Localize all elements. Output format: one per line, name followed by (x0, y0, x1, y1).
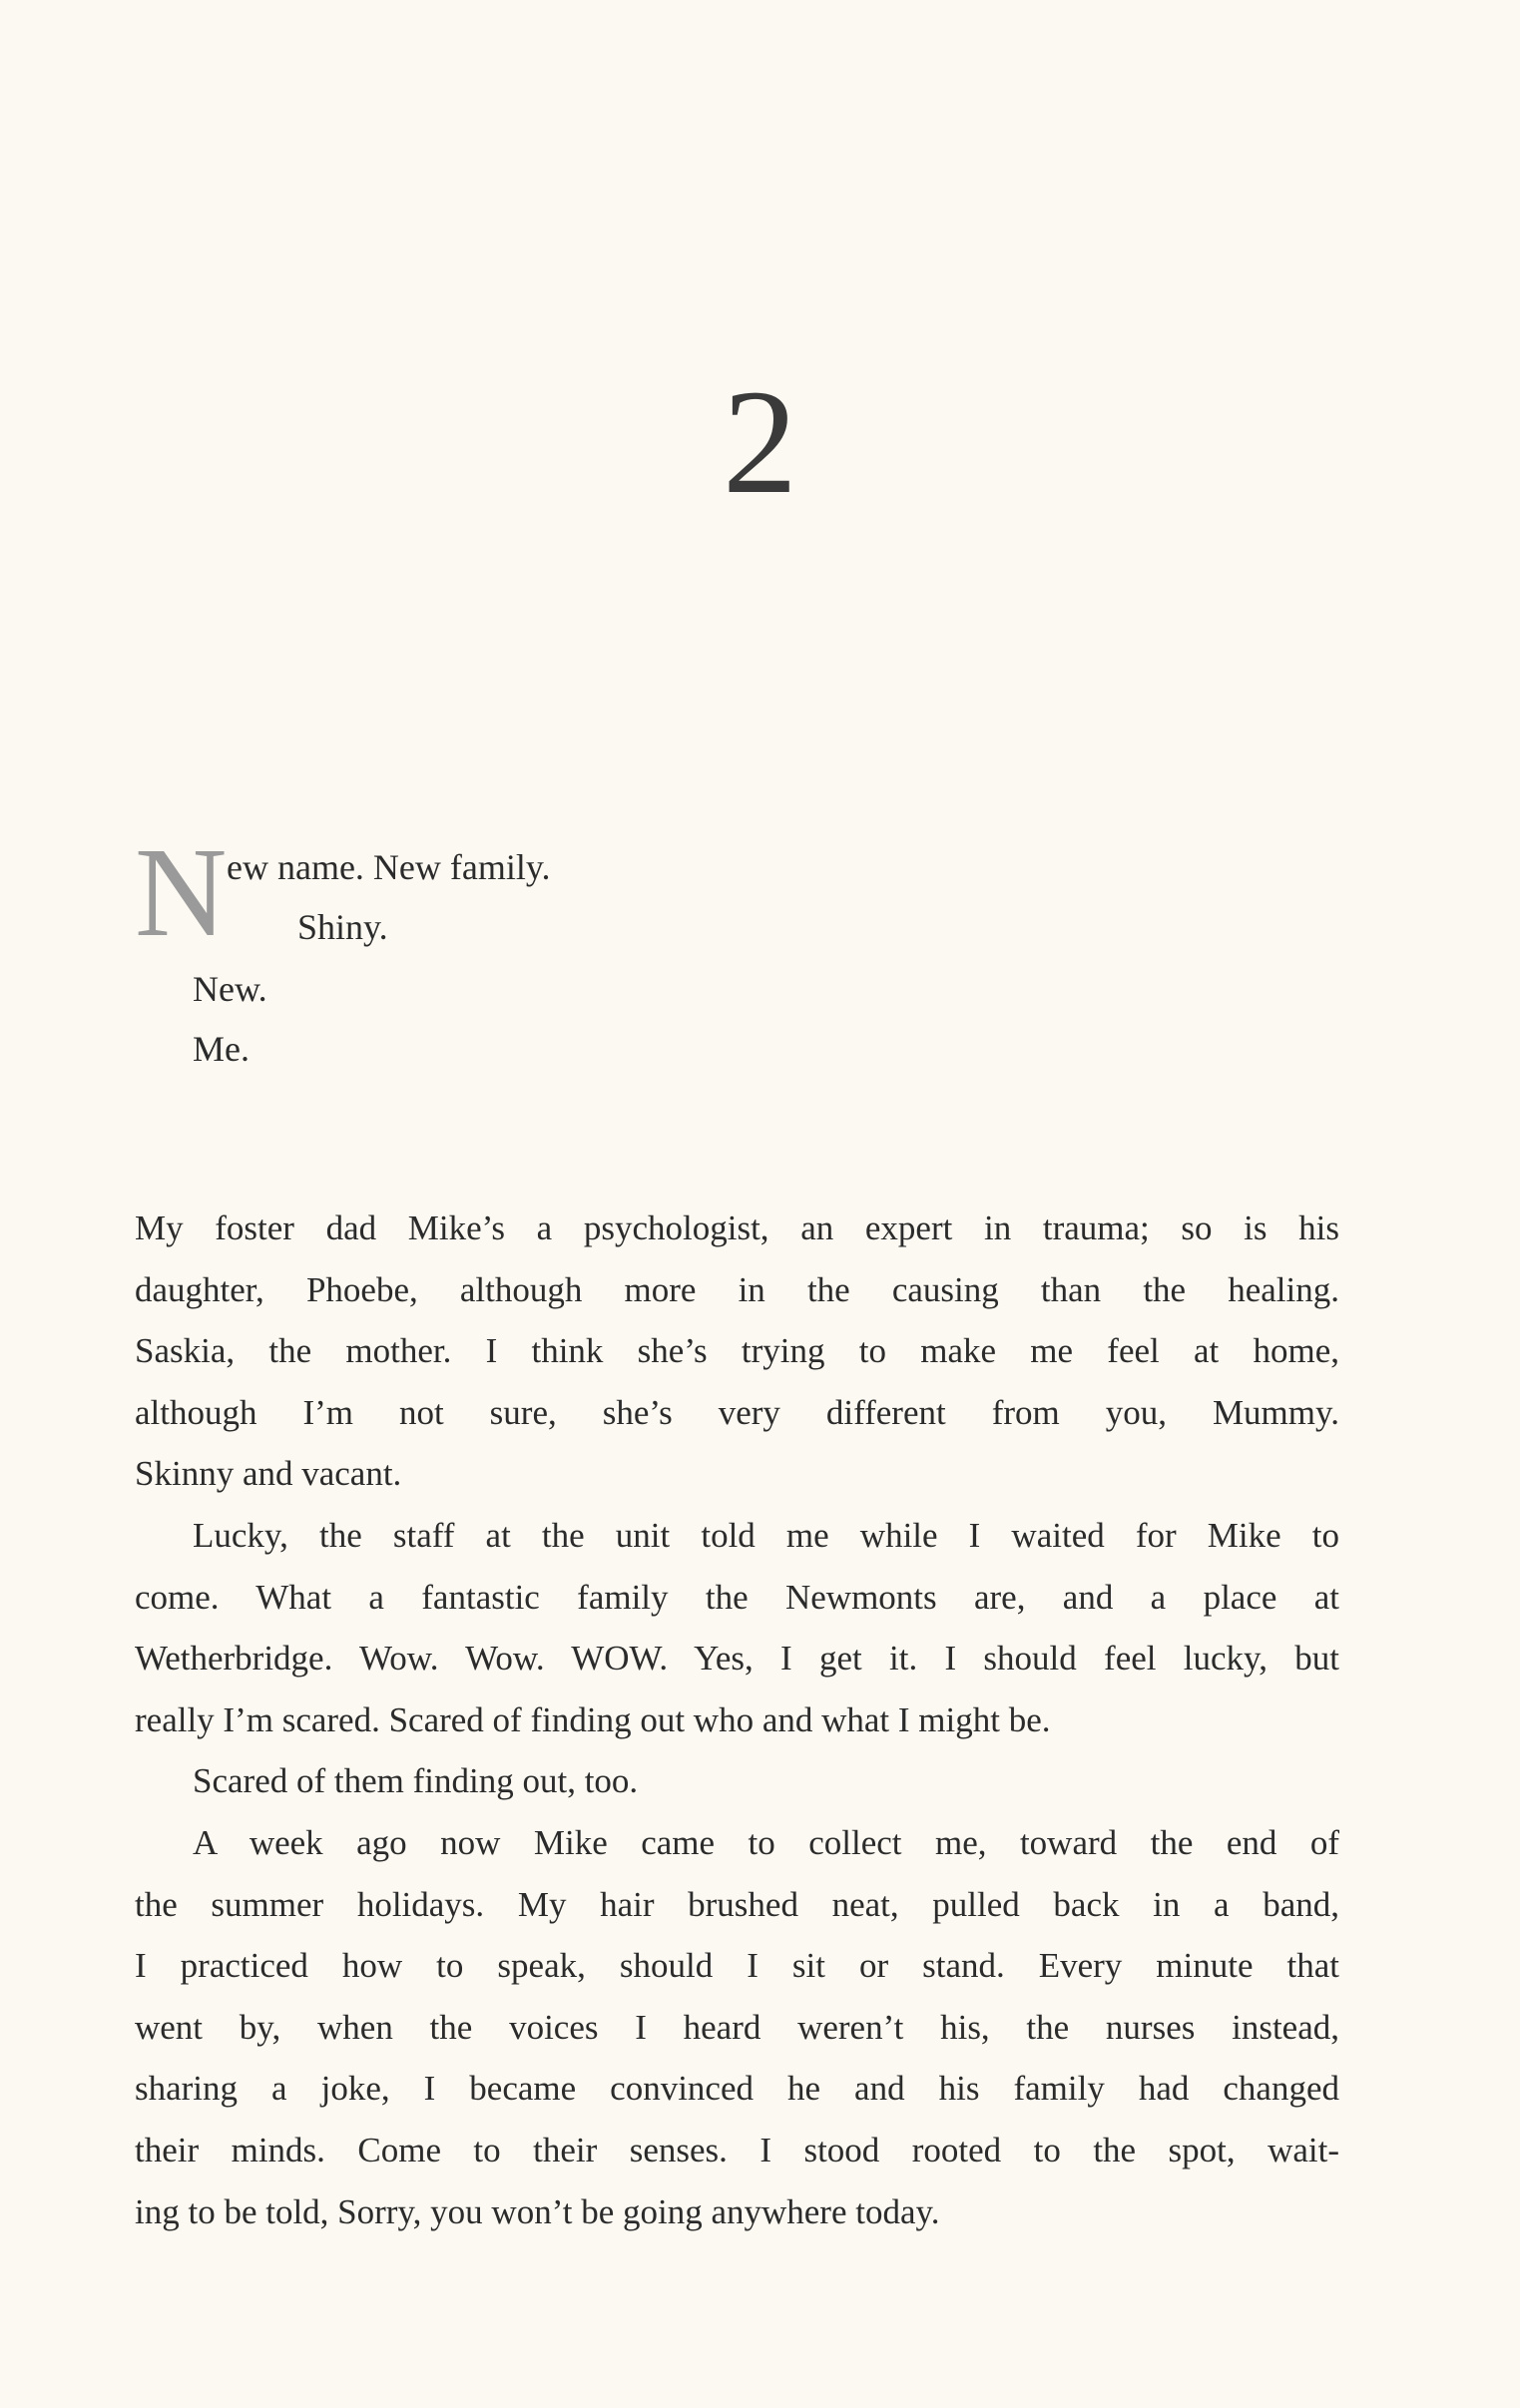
text-line: Wetherbridge. Wow. Wow. WOW. Yes, I get it. I should feel lucky, but (135, 1639, 1339, 1679)
paragraph-continued (135, 1874, 1339, 2243)
body-text (135, 1198, 1339, 2242)
text-line: daughter, Phoebe, although more in the causing than the healing. (135, 1269, 1339, 1309)
opening-line-4: Me. (193, 1029, 250, 1069)
text-line: A week ago now Mike came to collect me, toward the end of (193, 1822, 1339, 1862)
drop-cap: N (135, 821, 228, 963)
paragraph-continued (135, 1567, 1339, 1751)
text-line: the summer holidays. My hair brushed neat, pulled back in a band, (135, 1884, 1339, 1924)
paragraph (135, 1198, 1339, 1505)
paragraph (135, 1505, 1339, 1567)
text-line: Saskia, the mother. I think she’s trying to make me feel at home, (135, 1331, 1339, 1371)
text-line: I practiced how to speak, should I sit or stand. Every minute that (135, 1946, 1339, 1986)
text-line: Lucky, the staff at the unit told me while I waited for Mike to (193, 1515, 1339, 1555)
text-line: really I’m scared. Scared of finding out who and what I might be. (135, 1699, 1051, 1739)
text-line: sharing a joke, I became convinced he and his family had changed (135, 2069, 1339, 2109)
opening-line-3: New. (193, 969, 267, 1009)
text-line: Scared of them finding out, too. (193, 1761, 639, 1801)
text-line: come. What a fantastic family the Newmonts are, and a place at (135, 1577, 1339, 1617)
opening-line-1: ew name. New family. (227, 847, 551, 887)
text-line: My foster dad Mike’s a psychologist, an expert in trauma; so is his (135, 1208, 1339, 1247)
text-line: Skinny and vacant. (135, 1454, 402, 1494)
opening-line-2: Shiny. (297, 907, 388, 947)
text-line: went by, when the voices I heard weren’t his, the nurses instead, (135, 2007, 1339, 2047)
text-line: although I’m not sure, she’s very different from you, Mummy. (135, 1392, 1339, 1432)
paragraph (135, 1812, 1339, 1874)
chapter-number: 2 (723, 359, 797, 525)
text-line: ing to be told, Sorry, you won’t be going anywhere today. (135, 2191, 940, 2231)
text-line: their minds. Come to their senses. I stood rooted to the spot, wait- (135, 2130, 1339, 2169)
paragraph (135, 1750, 1339, 1812)
